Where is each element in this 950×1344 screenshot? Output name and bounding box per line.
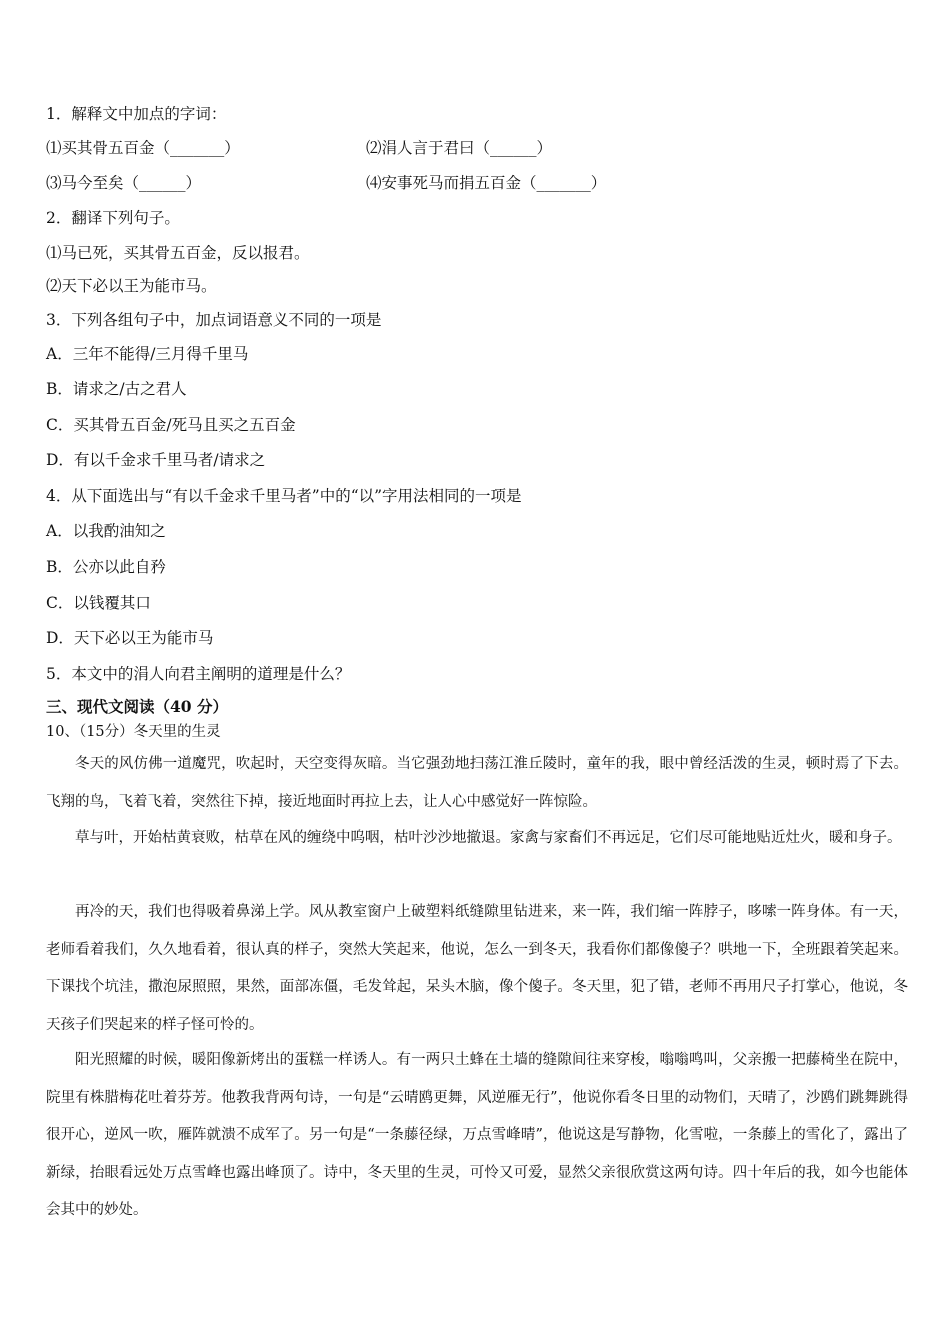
q5-stem: 5．本文中的涓人向君主阐明的道理是什么？ (46, 665, 351, 683)
q10-title: 10、（15分）冬天里的生灵 (46, 724, 221, 740)
q4-stem: 4．从下面选出与“有以千金求千里马者”中的“以”字用法相同的一项是 (46, 487, 522, 505)
q4-option-b: B．公亦以此自矜 (46, 558, 166, 576)
q2-item-2: ⑵天下必以王为能市马。 (46, 277, 217, 295)
q1-stem: 1．解释文中加点的字词： (46, 105, 227, 123)
q2-stem: 2．翻译下列句子。 (46, 209, 180, 227)
paragraph-4: 阳光照耀的时候，暖阳像新烤出的蛋糕一样诱人。有一两只土蜂在土墙的缝隙间往来穿梭，嗡嗡鸣叫，父亲搬一把藤椅坐在院中，院里有株腊梅花吐着芬芳。他教我背两句诗，一句是“云晴鸥更舞，风逆雁无行”，他说你看冬日里的动物们，天晴了，沙鸥们跳舞跳得很开心，逆风一吹，雁阵就溃不成军了。另一句是“一条藤径绿，万点雪峰晴”，他说这是写静物，化雪啦，一条藤上的雪化了，露出了新绿，抬眼看远处万点雪峰也露出峰顶了。诗中，冬天里的生灵，可怜又可爱，显然父亲很欣赏这两句诗。四十年后的我，如今也能体会其中的妙处。 (46, 1052, 908, 1218)
q4-option-a: A．以我酌油知之 (46, 522, 166, 540)
q1-item-3: ⑶马今至矣（______） (46, 174, 202, 192)
q4-option-c: C．以钱覆其口 (46, 594, 151, 612)
q1-item-4: ⑷安事死马而捐五百金（_______） (366, 174, 607, 192)
q3-option-a: A．三年不能得/三月得千里马 (46, 345, 249, 363)
paragraph-3: 再冷的天，我们也得吸着鼻涕上学。风从教室窗户上破塑料纸缝隙里钻进来，来一阵，我们缩一阵脖子，哆嗦一阵身体。有一天，老师看着我们，久久地看着，很认真的样子，突然大笑起来，他说，怎么一到冬天，我看你们都像傻子？哄地一下，全班跟着笑起来。下课找个坑洼，撒泡尿照照，果然，面部冻僵，毛发耸起，呆头木脑，像个傻子。冬天里，犯了错，老师不再用尺子打掌心，他说，冬天孩子们哭起来的样子怪可怜的。 (46, 904, 908, 1033)
section-heading: 三、现代文阅读（40 分） (46, 697, 228, 716)
q1-item-2: ⑵涓人言于君曰（______） (366, 139, 553, 157)
paragraph-2: 草与叶，开始枯黄衰败，枯草在风的缠绕中呜咽，枯叶沙沙地撤退。家禽与家畜们不再远足，它们尽可能地贴近灶火，暖和身子。 (75, 830, 902, 846)
q2-item-1: ⑴马已死，买其骨五百金，反以报君。 (46, 244, 310, 262)
q3-stem: 3．下列各组句子中，加点词语意义不同的一项是 (46, 311, 382, 329)
q3-option-b: B．请求之/古之君人 (46, 380, 187, 398)
paragraph-1: 冬天的风仿佛一道魔咒，吹起时，天空变得灰暗。当它强劲地扫荡江淮丘陵时，童年的我，眼中曾经活泼的生灵，顿时焉了下去。飞翔的鸟，飞着飞着，突然往下掉，接近地面时再拉上去，让人心中感觉好一阵惊险。 (46, 756, 908, 810)
q1-item-1: ⑴买其骨五百金（_______） (46, 139, 240, 157)
q3-option-d: D．有以千金求千里马者/请求之 (46, 451, 266, 469)
q4-option-d: D．天下必以王为能市马 (46, 629, 214, 647)
q3-option-c: C．买其骨五百金/死马且买之五百金 (46, 416, 296, 434)
